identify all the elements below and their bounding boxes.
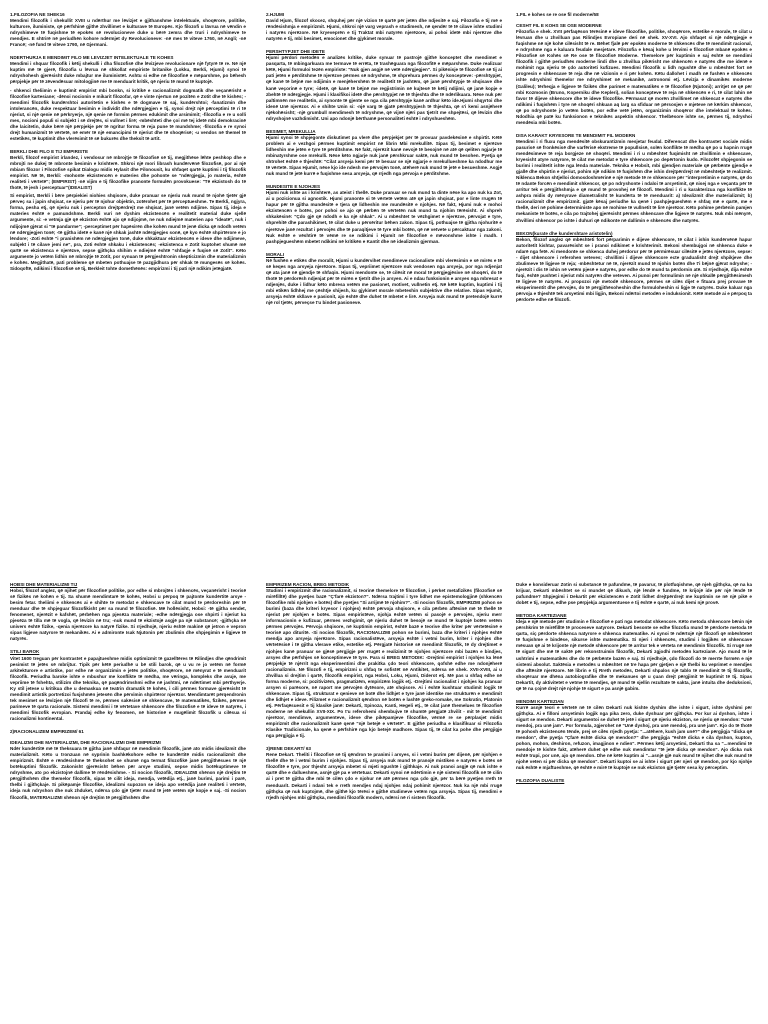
paragraph: Hjumi nuk ishte as i krishterë, as ateist i thellë. Duke pranuar se nuk mund ta dinte nëse ka apo nuk ka Zot, ai u pozicionua si agnostik. Hjumi pranonte si të vërtetë vetëm atë që japin shqisat, por e linte rrugën të hapur për të gjitha mundësitë e tjera që lidheshin me mundësitë e njohjes. Në fakt, Hjumi nuk e mohoi ekzistencën e botës, por pohoi se ajo që përbën të vërtetën nuk mund ta njohim tërësisht. Ai shpreh shkakësinë: "Çdo gjë që ndodh e ka një shkak". Ai u mbështet te vëzhgimet e njerëzve, përvojat e tyre, shprehitë dhe parashikimet, të cilat duke u përsëritur bëhen zakon. Sipas tij, pothuajse të gjitha njohuritë e njerëzve janë rezultat i përvojës dhe të paraqitjeve të tyre mbi botën, që në vetvete u përcaktuar nga zakoni. Nuk është e vështirë të vëmë re se ndikimi i Hjumit në filozofinë e mëvonshme ishte i madh. I pashpjegueshëm mbetet ndikimi në kritikën e Kantit dhe në idealizmin gjerman.: [266, 190, 502, 244]
paragraph: Hobsi, filozof anglez, që njihet për filozofinë politike, por edhe si mbrojtës i shkencës, veçanërisht i teorisë së fizikës në kohën e tij. Sa shumë mendimtarë të kohës, Hobsi u përpoq të pajtonte kundërtitë arsye - besim fetar. theliimi e shkencës ai e shihte te metodat e shkencave te cilat mund te përdoreshin për të menduar dhe të shpjeguar filozofikisht për sa mund të filozofisë. Më hollësisht, Hobsi: -të gjitha sendet, fenomenet, njerëzit e kafshët, përbëhen nga pjesëza materiale; -edhe ndërgjegja ose shpirti i njeriut ka pjesëza të tilla më të vogla, që lëvizin në tru; -nuk mund të ekzistojë asgjë pa një substancë; -gjithçka në univers është fizike, -qenia njerëzore ka natyrë fizike. Si rrjedhojë, njeriu është makinë që jetron e vepron sipas ligjeve natyrore të mekanikës. Ai e admironte Isak Njutonin për zbulimin dhe shpjegimin e ligjeve të natyrës.: [10, 588, 246, 642]
column-top-right: [516, 12, 752, 568]
paragraph: Hjumi synoi të shpjegonte diskutimet pa vlerë dhe përpjekjet për të provuar pavdekësinë e shpirtit. Këtë problem ai e vezhgoi përmes kuptimit empirist në librin Mbi mrekullitë. Sipas tij, besimet e njerëzve lidheshin me jetën e tyre të përditshme. Në fakt, njerëzit kanë nevojë të besojnë në atë që qeliten ngjarje të mbinatyrshme ose mrekulli. Nëse këto ngjarje nuk janë përshkruar saktë, nuk mund të besohen. Pyetja që shtrohet është e thjeshtë: "Cilat arsyeja kemi për të besuar se një ngjarje e mrekullueshme ka ndodhur me të vërtetë. Sipas Hjumit, nëse kjo ide ndesh me përvojën tonë, atëherë nuk mund të jetë e besueshme. Asgjë nuk mund të jetë kurrë e fuqishme sesa arsyeja, që rrjedh nga përvoja e përditshme.: [266, 134, 502, 177]
section-heading: 1.FILOZOFIA NE SHEK16: [10, 12, 65, 17]
section-heading: 1.FIL e kohes se re ose fil moderne/58: [516, 12, 599, 17]
paragraph: David Hjum, filozof skocez, shquhej për një vizion të qartë për jetën dhe ndjesitë e saj. Filozofia e tij më e rëndësishmja e empirizmit. Hjumi, shkroi një varg veprash e studimesh, në qendër të të cilave ishte studimi i natyrës njerëzore. Në kryeveprën e tij Traktat mbi natyrën njerëzore, ai pohoi idetë mbi njerëzve dhe natyrën e tij, mbi besimet, emocionet dhe gjykimet morale.: [266, 18, 502, 42]
section-heading: BEKON(kurate dhe kundershtare aristotelin): [516, 230, 613, 236]
section-heading: FILOZOFIA DUALISTE: [516, 778, 565, 784]
paragraph: Filozofia e shek. XVII përfaqëson tërësinë e ideve filozofike, politike, shoqërore, estetike e morale, të cilat u lëvruan dhe u zhvilluan pas Rilindjes Evropiane deri në shek. XV-XVI. Ajo shfaqet si një ndërgjegje e fuqishme në një kohë cilësisht të re. Bëhet fjalë për epokën moderne të shkencës dhe të mendimit racional, e ndryshme nga e kaluara feudale mesjetare. Filozofia e kësaj kohe u lërvimi e filozofisë mbanë epokës e Filozofisë së Kohës së Re ose të filozofisë Moderne. Themelore për kuptimin e saj është se mendimi filozofik i gjithë periudhës moderne lindi dhe u zhvillua pikërisht me shkencën e natyrës dhe me idenë e mohimit nga njeriu të çdo autoriteti kufizues. Mendimi filozofik u lidh ngushtë dhe u mbështet fort në progresin e shkencave të reja dhe në vizionin e ri për kohën. Këtu dallohet i madh në fushën e shkencës ishte ndryshimi themelor me ndryshimet në mekanikë, astronomi etj. Lëvizja e dinamikës moderne (Galileu); tërheqja e ligjeve të fizikës dhe parimet e matematikës e të filozofisë (Njutoni); arritjet në që për mbi Kozmosin (Bruno, Koperniku dhe Kepleri), solian koncepteve të reja në shkencën e ri, të cilat lahin në favor të dijeve shkencore dhe të ideve filozofike. Përmasat që morën zhvillimet në shkencat e natyrës dhe ndikimi i fuqishëm i tyre në shoqëri shkuan aq larg sa sfiduar në përsosjen e mjeteve në kërkim shkencor, që po ndryshonte jo vetëm botën, por edhe vetë jetën, organizimin shoqëror dhe intelektual të kohës. Ndodhia që patë ku funksionon e teknikës aspektin shkencor. Thelbësore ishte se, përmes tij, ndryshoi mendësia mbi botën.: [516, 29, 752, 125]
section-heading: IDEALIZMI DHE MATERIALIZMI, DHE RACIONALIZMI DHE EMPIRIZMI: [10, 740, 161, 746]
section-heading: PERSHTYPJET DHE IDETE: [266, 49, 325, 55]
paragraph: Mendimi i shquar filozofik i këtij shekulli i dha filozofisë dhe lëvizjeve revolucionare një fytyrë të re. Në një kuptim më të gjerë, filozofia u lëvrua në shkollat empiriste britanike (Lokku, Berkli, Hjumi) synoi të ndryshohesh gjerësisht duke mbajtur me iluministët. Ashtu si edhe në filozofinë e mëparshme, po bëhesh përpjekje për të zëvendësuar mitologjinë me të menduarit kritik, që njeriu të mund të kuptojë.: [10, 61, 246, 85]
column-top-middle: [266, 12, 502, 568]
section-heading: 2)RACIONALIZEM EMPIRIZEM/ 61: [10, 729, 84, 735]
section-heading: BERKLI DHE FILO E TIJ EMPIRISTE: [10, 148, 89, 154]
column-bottom-left: [10, 582, 246, 1018]
section-heading: NDERTHURJA E MENDIMIT FILO ME LEVIZJET INTELEKTUALE TE KOHES: [10, 55, 174, 61]
paragraph: Kurrë asnjë teori e vërtetë në të cilën Dekarti nuk kishte dyshim dhe ishte i sigurt, ishte dyshimi për gjithçka. Ai e filloni arsyetimin logjik nga pika zero, duke dyshuar për gjithçka. Por kur ai dyshon, ishte i sigurt se mendon. Dekarti argumentoi se duhet të jetë i sigurt që njeriu ekziston, se njeriu që mendon: "Unë mendoj, pra unë jam". Por formula, zgjerohet në "Unë dyshoj, pra unë mendoj, pra unë jam". Kjo do të thotë të pohosh ekzistencën tënde, prej së cilës rrjedh pyetja: "...atëherë, kush jam unë?" dhe përgjigja "dicka që mendon", dhe pyetja "Çfarë është dicka që mendon?" dhe përgjigja "është dicka e cila dyshon, kupton, pohon, mohon, dëshiron, refuzon, imagjinon e ndien". Përmes këtij arsyetimi, Dekarti tha sa "...mendimi të mendoje të kishte fakt, atëherë duhet që edhe nuk mendimtar "të jetë dicka që mendon". Ajo dicka nuk është trupi, por unë, ajo që mendon. Dhe në këtë kuptim ai "...asnjë gjë nuk mund të njihet dhe nuk mund të njohë veten si për dicka që mendon". Dekarti kuptoi se ai ishte i sigurt për njeri që mendon, por kjo njohje nuk është e mjaftueshme, që është e mirë të kuptojë se nuk ekziston gjë tjetër sesa ky përceptim.: [516, 704, 752, 771]
section-heading: 3)RENE DEKART/ 63: [266, 746, 311, 752]
paragraph: Në fushën e etikës dhe moralit, Hjumi u kundërvihet mendimeve racionaliste mbi vlerësimin e së mirës e të së keqes nga arsyeja njerëzore. Sipas tij, vepriimet njerëzore nuk vendosen nga arsyeja, por nga ndjenjat që ata janë në gjendje të shfaqin. Hjumi mendonte se, të cilësit në moral të përgjegjësive në shoqëri, do të thotë të përdorësh ndjenjat për të mirën e tjetrit dhe jo arsyen. Ai e ndau funksionin e arsyes nga mbresat e ndjenjës, duke i lidhur këto mbresa vetëm me pasionet, motivet, vullnetin etj. Në këtë kuptim, kuptimi i tij mbi etikën lidhhej me çështje shijesh, ku gjykimet morale mbeteshin subjektive dhe relative. Sipas Hjumit, arsyeja është skllave e pasionit, ajo është dhe duhet të mbetet e lirë. Arsyeja nuk mund të pretendojë kurrë një rol tjetër, përveçse t'u bindet pasioneve.: [266, 257, 502, 306]
paragraph: Ideja e një metode për studimin e filozofisë e pati nga metodat shkencore. Këto metoda shkencore bënin një përshkrim të mirëfilltë të proceseve natyrore. Dekarti besonte se edhe filozofia mund të përdorte metoda të qarta, siç përdorte shkenca natyrore e shkenca matematike. Ai synoi të ndërtojë një filozofi që mbështetet të fuqishme e bindëse, sikurse ishte matematika. Si njeri i shkencës, studimi i logjikës së shkencave mësuan që ai të krijonte një metodë shkencore për të arritur tek e vërteta në mendimin filozofik. Si rrugë më të sigurt dhe më të saktë për rekonstruimin filozofik, Dekarti zgjodhi metodën kartezianë. Ajo mund të lë ushtrimi e matematikës dhe do të përbënte bazën e saj. Si rrjedhojë, çdo filozofi do të merrte formën e një sistemi absolut. Saktësia e metodës u mbështet në tre hapa për gjetjen e një thelbi ku veprimet e mendjes dhe aftësitë njerëzore. Në librin e tij Rreth metodës, Dekarti shpalos një tablo të mendimit të tij filozofik, shoqëruar me dhëna autobiografike dhe të mekanues që u çuan drejt përgjimit të kuptimit të tij. Sipas Dekartit, dy aktivitetet e vetme të mendjes, që mund të sjellin rezultate të sakta, janë intuita dhe deduksioni, që të na çojnë drejt një njohje të sigurt e pa asnjë gabim.: [516, 619, 752, 691]
column-bottom-right: [516, 582, 752, 1018]
paragraph: - shkenci theliimin e kuptimit empirist mbi bonkn, si kritikë e racionalizmit dogmatik dhe veçanërisht e filozofisë kartesiane; -dënoi nocionin e mikarit filozofar, që e vinte njerïun në pozitën e Zotit dhe të kishës; -mendimi filozofik kundërshtoi autoritetin e kishës e të dogmave të saj, kundërshtoi; -fanatizmin dhe intolerancën, duke respektuar besimin e individit dhe ndërgjegjen e tij, synoi drejt një përceptimi të ri të njeriut, si një qenie në përkryerje, një qenie në formim përmes edukimit dhe arsimimit; -filozofia e re u solli mes, nocioni populi si subjekt i së drejtës, si vullnet i lirë; -mbështeti dhe çoi më tej idetë mbi demokracinë dhe laicitetin, duke bërë një përpjekje për të ngritur forma të reja pune të mundshme; -filozofia e re synoi drejt humanizmit të vërtetë, në emër të një emancipimi të njeriut dhe të shoqërisë; -u vendos në themel të estetikës, të kuptimit dhe vlerësimit të së bukurës dhe theksit të artit.: [10, 87, 246, 141]
section-heading: HOBSI DHE MATERIALIZMI TIJ: [10, 582, 78, 587]
section-heading: EMPIRIZEM RACION, BREG METODIK: [266, 582, 350, 587]
column-top-left: [10, 12, 246, 568]
paragraph: Berkli, filozof empirist irlandez, i vendosur në mbrojtje të filozofisë së tij, megjithëse lëhte peshkop dhe e mbrojti ne dukej të mbronte besimin e krishterë. Shkroi një mori librash kundërvënë filozofisë, por ai një mbiam filozor i Filozofisë spikat Dialogu midis Hylasit dhe Filonousit, ku shfaqet qartë kuptimi i tij filozofik empirist. Në të, Berkli: -mohonte ekzistencën e materies dhe pohonte se "ndërgjegja, jo materia, është realiteti i vërtetë"; (EMPIRIST) -në vijim e tij filozofike pranonte formulën provokuese: "Të ekzistosh do të thotë, të jesh i perceptuar"(IDEALIST): [10, 154, 246, 191]
section-heading: MORALI: [266, 251, 285, 257]
section-heading: CESHT FIL E KOHS SE OSE MODERNE: [516, 23, 602, 29]
paragraph: Vitet 1600 treguan për kontrastet e papajtueshme midis optimizmit të gazelltëres të Rilindjes dhe qëndrimit pesimist të jetës së mbrijtur. Tipik për këtë periudhë u bë stili barok, që u vu re jo vetëm në formë arkitekturore e artistike, por edhe në organizimin e jetës politike, shoqërore, në mënyrat e të menduarit filozofik. Periudha baroke ishte e mbushur me konflikte të mëdha, me vëringa, kompleks dhe avuje, me vepriime të fshehta, stilizim dhe teknika, që paqëndrimshmi edhe në jashtmi, në ndërtimet mbi përthyerje. Ky stil jetese u kritikua dhe u demaskua në teatrin dramatik të kohës, i cili përmes formave gjerësisht të mendimit artistik portretizoi fusjshmën jetesën dhe përvimin shpirtëror njerëzor. Mendimtarët përqendronin tek mesimet se lëvizjen një filozofi të re, përmes sakësisë së shkencave, të matematikës, fizikës, përmes parimeve të qarta racionale. Sistemi mendimi i të vërtetave shkencore dhe filozofisë e të ideve të natyrës, i mendimi filozofik evropian. Prandaj edhe ky fenomen, në historinë e mugëlimit filozofik u cilësua si racionalizmi kontinental.: [10, 655, 246, 721]
paragraph: Hjumi përdori metodën e analizës kritike, duke synuar të pastrojë gjithë konceptet dhe mendimet e pasqarta, të mbingarkuara me termave të errëta, të trashëguara nga filozofitë e mëparshme. Duke realizuar këtë, Hjumi formuloi tezën empiriste: "Nuk gjen asgjë në vetë ndërgjegjen". Si pikënisje të filozofisë së tij ai pati jetën e përditshme të njerëzve përmes së ndryshme, të shprehura përmes dy koncepteve: -përshtypjet, që kanë të bëjnë me ndijimin e menjëhershëm të realitetit të jashtëm, që janë përshtypje të shqisave dhe kanë veçorinë e tyre; -idetë, që kanë të bëjnë me regjistrimin në kujtesë të këtij ndijimi, që janë kopje e zbehtë të ndërgjegje. Hjumi i klasifikoi idetë dhe përshtypjet në të thjeshta dhe të ndërlikuara. Nëse nuk për paltimnën me realitetin, ai synonte të gjente se nga cila përshtypje kanë ardhur këto ide.Hjumi shqyrtoi dhe idenë Unë njerëzor. Ai e shihte Unin si: -një varg të gjatë përshtypjesh të thjeshta, që s'i kemi asnjëherë njëkohësisht; -një grumbull mendimesh të ndryshme, që vijnë njëri pas tjetrit me shpejtësi, që lëvizin dhe ndryshojnë vazhdimisht. Uni apo ndonjë bërthamë personaliteti është i ndryshueshëm.: [266, 55, 502, 121]
section-heading: MENDIMI KARTEZIAN: [516, 698, 564, 704]
column-bottom-middle: [266, 582, 502, 1018]
section-heading: BESIMET, MREKULLIA: [266, 128, 316, 134]
paragraph: Rene Dekart. Theliti i filozofisë së tij qëndron te pranimi i arsyes, si i vetmi burim për dijenë, për njohjen e thellë dhe të i vetmi burim i njohjes. Sipas tij, arsyeja nuk mund të pranojë mistiken e natyrës e botës së filozofitë e tyre, por thjesht arsyeja mbetet si mjeti ngushtë i gjithkaje. Ai nuk pranoi asgjë që nuk ishte e qartë dhe e dallueshme, asnjë gjë pa e vërtetuar. Dekarti synoi në ndërtimin e një sistemi filozofik në të cilin ai i pret të gjitha dhe mbi të cilën çdo e njohur në atë përmes nga çdo gjë, për ta bërë pyetjen rreth të menduarit. Dekarti i ndani tek e rreth mendjes ndaj njohjes ndaj pohimit njerëzor. Nuk ka një mbi rrugë gjithçka që nuk kuptojmë, dhe gjithë kjo tërësi e gjithë studimeve vetëm nga arsyeja. Sipas tij, mendimi e rrjedh njohjes mbi gjithçka, mendimi filozofik modern, ndërsi në ri sistem filozofik.: [266, 752, 502, 800]
section-heading: MUNDESITE E NJOHJES: [266, 184, 321, 190]
paragraph: Ndër kundërtitë më të theksuara të gjitha janë shfaqur në mendimin filozofik, janë ato midis idealizmit dhe materializmit. Këto u tronzuan në syprinin bashkëkohore edhe te kundërtitë midis racionalizmit dhe empirizmit. Është e rëndësishme të theksohet se shumë nga termat filozofikë janë përgjithësues të një botëkuptimi filozofik. Zakonisht gjerësisht bëhen për arsye studimi, sepse midis botëkuptimeve të ndryshme, ato po ekzistojnë dallime të rëndësishme. - Si nocion filozofik, IDEALIZMI shënon një drejtim të përgjithshëm dhe themelor filozofik, sipas të cilit ideja, mendja, vetëdija etj., janë burimi, parimi i parë, thelbi i gjithçkaje. Si pikëpamje filozofike, idealizmi supozon se ideja apo vetëdija janë realiteti i vërtetë, ideja nuk ndryshon dhe nuk zhduket, ndërsa çdo gjë tjetër mund të jetë vetëm një kopje e saj. -Si nocion filozofik, MATERIALIZMI shënon një drejtim të përgjithshëm dhe: [10, 746, 246, 800]
paragraph: Si empirist, Berkli i bëre përpiekiei niohies shqisore, duke pranuar se njeriu nuk mund të njohë tjetër gjë përveç sa i japin shqisat, se njeriu për të njohur objektin, zotërohet për të përceptueshme. Te Berkli, ngjyra, forma, pesha etj, që njeriu nuk i percepton drejtpërdrejt me shqisat, janë vetëm ndijime. Sipas tij, ideja e materies është e pamundshme. Berkli vuri në dyshim ekzistencën e realitetit material duke sjellë argumente, si: -e vetmja gjë që ekziston është ajo që ndijojmë, ne nuk ndiejmë materien apo "ideatë", nuk i ndijojmë gjërat si "të pandarme"; -perceptimet për hapësirën dhe kohën mund të jenë dicka që ndodh vetëm në ndërgjegjen tonë; -të gjitha idetë e kanë një shkak jashtë ndërgjegjes sonë, që kyo është shpirtërore e jo lëndore; -Zoti është "i pranishëm në ndërgjegjen tonë, duke shkaktuar ekzistencën e ideve dhe ndijimeve, subjekt i të cilave jemi ne", pra, Zoti është shkaku i ekzistencës; -ekzistenca e Zotit kuptohet shumë më qartë se ekzistenca e njerëzve, sepse gjithçka shihim e ndiejmë është "shfaqje e fuqisë së Zotit". Këto argumente jo vetëm lidhin në mbrojtje të Zotit, por synuan të përgjeshtronin skepticizmin dhe materializmin e kohës. Megjithatë, pati probleme që mbeten pothuajse të pazgjidhura për shkak të mungesës së kohës. Sidoqoftë, ndikimi i filozofisë së tij, Berkleit tohte domethënës: empirizmi i tij pati një ndikim jetëgjatë.: [10, 193, 246, 271]
paragraph: Duke e konsideruar Zotin si substancë të pafundme, të pavarur, të plotfuqishme, që njeh gjithçka, që na ka krijuar, Dekarti mbështet se si mundet që dikush, një lëndë e fundme, të krijojë ide për një lëndë të pafundme? Shpjegimi i Dekartit për ekzistencën e Zotit lidhet drejtpërdrejt me kuptimin se në një pikë e dobët e tij, sepse, edhe pse përpjekja argumentuese e tij është e qartë, ai nuk kemi një provë.: [516, 582, 752, 606]
section-heading: 2.HJUMI: [266, 12, 285, 17]
paragraph: Mendimi i ri fluxu nga mendësitë obskurantizmin mesjetar feudal. Diferencat dhe kontrastet sociale midis pasurisë së fronkësisë dhe varfërisë ekstreme të popullsisë, solën konflikte të mëdha që po u hapnin rrugë mendësimeve të reja borgjeze në shoqëri. Mendimi i ri u mbështet fuqimisht në zhvillimin e shkencave, kryesisht atyre natyrore, të cilat me metodat e tyre shkencore po depërtonin kudo. Filozofët shpjegonin se burimi i realitetit ishte nga lënda materiale. Teknika e Hobsit, mbi gjendjen materiale që përbënte gjendje e gjallë dhe shpirtin e njeriut, pohim një ndikim të fuqishëm dhe ishin drejtpërdrejt në mbështetje të realizmit. Niklenca Bekon shtjelloi domosdoshmërinë e një metode të re shkencore për "interpretimin e natyrës, që do të ndante forcën e mendimit shkencor, që po ndryshonte i ndaloi të arsyetimit, që nisej nga e veçanta për të arritur tek e përgjithshmja e që mund të provohej në filozofi. Mendimi i ri u karakterizua nga konflikte të ashpra midis dy mënyrave diametralisht të kundërta të të menduarit: a) Idealizmit dhe materializmit; b) racionalizmit dhe empirizmit. gjatë kësaj periudhe ka qenë i pashpjegueshëm e shfaq më e qartë, me e thellë, deri në pohime deterministe apo në mohime të vullnetit të lirë njerëzor. Këto pohime përbënin pamjen mekaniste të botës, e cila po trajtohej gjerësisht përmes shkencave dhe ligjeve të natyrës. Nuk mbi mënyrë, zhvillimi shkencor po ishte i duhuri që ndikonte në dallimin e shkencës dhe natyrës.: [516, 138, 752, 223]
section-heading: METODA KARTEZIANE: [516, 613, 567, 619]
section-heading: DISA KARAKT KRYESORE TE MENDIMIT FIL MODERN: [516, 132, 636, 138]
paragraph: Studimi i empirizmit dhe racionalizmit, si teorinë themelore të filozofisë, i përket metafizikës (filozofisë së mirëfilltë) dhe pyetjes bazë "Ç'farë ekziston?". Ndërsa trajtimi i tyre lidhet me epistemologjinë (shkencën filozofike mbi njohjen e botës) dhe pyetjes "Si arrijmë të njohim?". -Si nocion filozofik, EMPIRIZMI pohon se burimi (baza dhe kriteri kryesor i njohjes) është përvoja shqisore, e cila përbën aftësinë më të thellë të njeriut për njohjen e botës. Sipas empiristëve, njohja është vetëm si pasojë e përvojës, njeriu merr informacionin e kufizuar, përmes vezhgimit, që njeriu duhet të besojë se mund të kuptojë botën vetëm përmes përvojës. Përvoja shqisore, në kuptimin empirist, është bazë e teorive dhe kriter për vërtetësinë e teorisë apo dituritë. -Si nocion filozofik, RACIONALIZMI pohon se burimi, baza dhe kriteri i njohjes është mendja apo arsyeja njerëzore. Sipas racionalistëve, arsyeja është i vetmi burim, kriter i njohjes dhe vërtetësisë i të gjitha vlerave etike, estetike etj. Përgjatë historisë së mendimit filozofik, të dy drejtimet e njohjes kanë pranuar se gjësë përgjigje për rrugët e realizimit të njohjes njerëzore mbi bazën e bindjes, arsyes dhe përfshjes së konceptimeve të tyre. Para si BREG METODIK: -Drejtimi empirist i njohjes ka lënë përpjekje të njërrit nga eksperimentimi dhe prakitka çdo teori shkencore, qofshë edhe me ndonjëherë racionalizmin. Në filozofi e tij, empirizmi u shfaq te sofistët në Antikitet, ndërsa në shek. XVII-XVIII, ai u zhvillua si drejtim i qartë, filozofik empirist, nga Hobsi, Loku, Hjumi, Diderot etj. Më pas u shfaq edhe në forma moderne, si: pozitivizëm, pragmatizëm, empirizëm logjik etj. -Drejtimi racionalist i njohjes ka pranuar arsyen si parësore, në raport me përvojën dytësore, atë shqisore. Ai i është kushtuar studimit logjik të shkencave. Sipas tij, strukturat e qenieve në botë dhe lidhjet e tyre janë identike me strukturën e mendimit dhe lidhjet e ideve. Filizmet e racionalizmit qëndron në botën e lashtë greko-romake, me Sokratin, Platonin etj. Përfaqësuesit e tij klasikë janë: Dekarti, Spinoza, Kanti, Hegeli etj., të cilat janë themelues të filozofisë moderne në shekullin XVII-XIX. Po t'u referohemi shembujve të shumtë përgjatë zhvilit - mit të mendimit njerëzor, mendimve, argumenteve, ideve dhe pikëpamjeve filozofike, vërmë re se përplasjet midis empirizmit dhe racionalizmit kanë qenë "një betejë e vërtetë". E gjithë periudha e klasifikuar si Filozofia Klasike Tradicionale, ka qenë e përfshirë nga kjo betejë madhore. Sipas tij, të cilat ka pohe dhe përgjigje nga përgjigja e tij.: [266, 588, 502, 739]
paragraph: Mendimi filozofik i shekullit XVIII u ndërthur me lëvizjet e gjithanshme intelektuale, shoqërore, politike, kulturore, iluministe, që përfshinë gjithë zhvillimet e kulturave të Europës. Kjo filozofi u lävrua në vëndin e ndryshimeve të fuqishme të epokës së revolucioneve duke u bërë zemra dhe truri i ndryshimeve te mendjes. E shtrirë në periudhën kohore ndërmjet dy Revolucioneve: -në mes të viteve 1760, në Angli; -në Francë; -në fund të viteve 1790, në Gjermani.: [10, 18, 246, 48]
section-heading: STILI BAROK: [10, 649, 40, 655]
paragraph: Bekon, filozof anglez që mbështeti fort përparimin e dijeve shkencore, të cilat i ishin kundërvënë hapur autoritetit kishtar, pavarësisht se i pranoi ndikimet e krishterimit. Bekoni shembujgoi në shkenca duke e ndarë nga fetë. Ai mendonte se shkenca duhej përdorur për të përmirësuar cilësitë e jetës njerëzore, sepse: - dijet shkencore i referohen veteves; -zhvillimi i dijeve shkencore ecte gradualisht drejt shpikjeve dhe zbulimeve të ligjeve të reja; -mbështetur në të, njerëzit mund të njohin botën dhe t'i bëjnë gjërat ndryshe; -njerëzit i dis të ishin në vetëm pjesë e natyrës, por edhe do të mund ta përdornin atë. Si rrjedhojë, dija është fuqi, është pushtet i njeriut mbi natyrën dhe veteven. Ai punoi për formulimin në një shkallë përgjithësimesh të ligjeve të natyrës. Ai propozoi një metodë shkencore, përmes së cilës dijet e fituara prej provave të eksperimentit dhe përvojës, do të përgjithësoheshin dhe formuloheshin si ligje të natyrës. Duke kaluar nga përvoja e thjeshtë tek arsyetimi mbi ligjin, Bekoni ndërtoi metodën e induksionit. Këtë metodë ai e përpoq ta përdorte edhe në filozofi.: [516, 236, 752, 303]
